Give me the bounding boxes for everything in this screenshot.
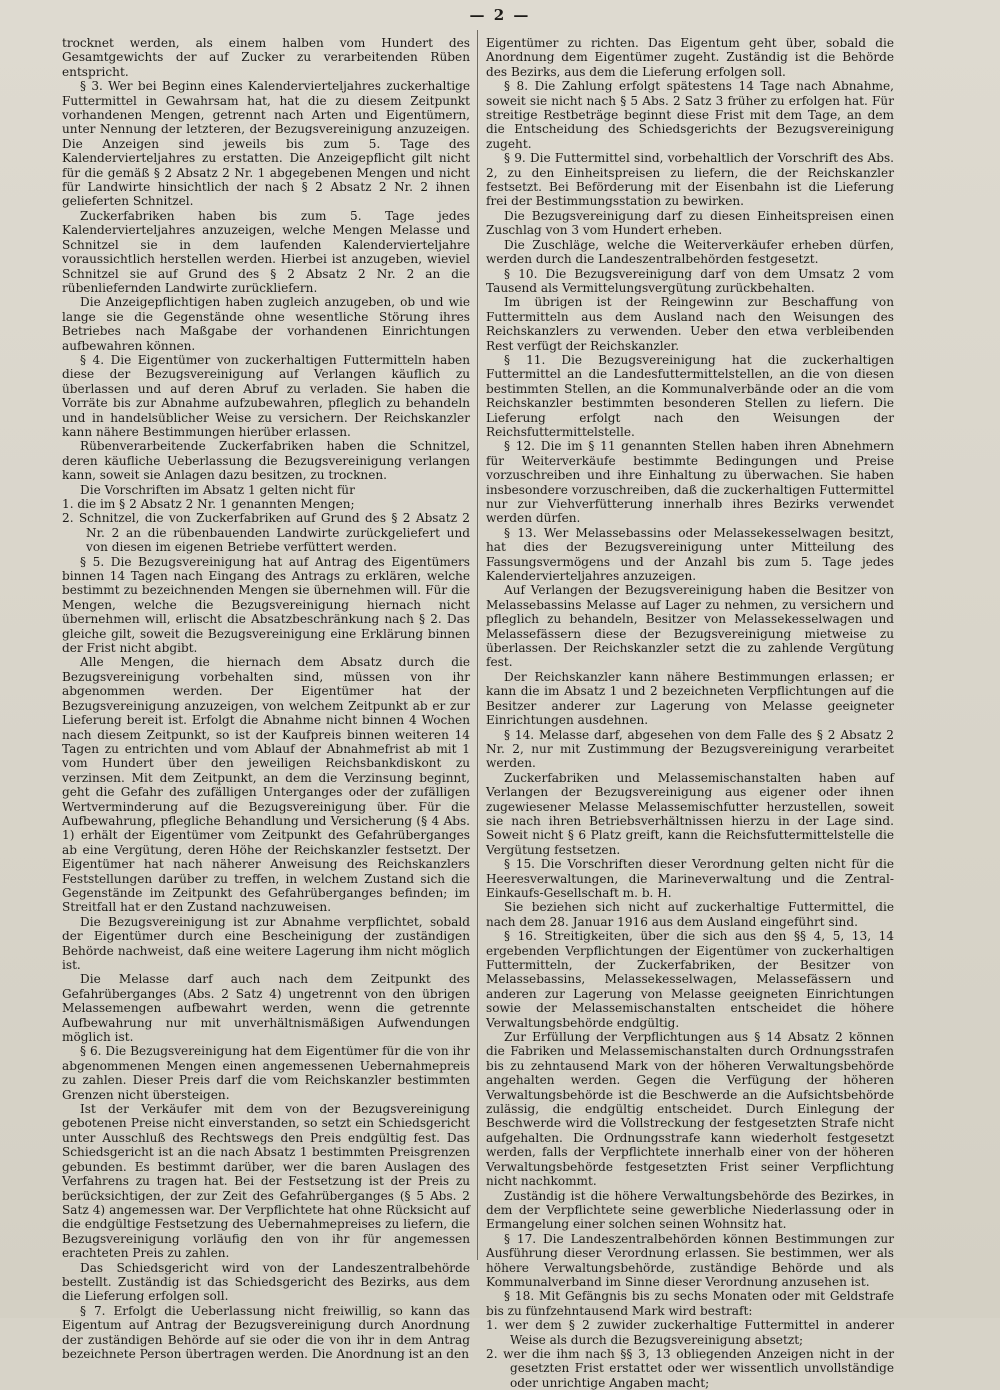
list-item: 2. Schnitzel, die von Zuckerfabriken auf Grund des § 2 Absatz 2 Nr. 2 an die rübenbauenden Landwirte zurückgeliefert und von diesen im eigenen Betriebe verfüttert werden.: [62, 511, 470, 555]
paragraph: Ist der Verkäufer mit dem von der Bezugsvereinigung gebotenen Preise nicht einverstanden, so setzt ein Schiedsgericht unter Ausschluß des Rechtswegs den Preis endgültig fest. Das Schiedsgericht ist an die nach Absatz 1 bestimmten Preisgrenzen gebunden. Es bestimmt darüber, wer die baren Auslagen des Verfahrens zu tragen hat. Bei der Festsetzung ist der Preis zu berücksichtigen, der zur Zeit des Gefahrüberganges (§ 5 Abs. 2 Satz 4) angemessen war. Der Verpflichtete hat ohne Rücksicht auf die endgültige Festsetzung des Uebernahmepreises zu liefern, die Bezugsvereinigung vorläufig den von ihr für angemessen erachteten Preis zu zahlen.: [62, 1102, 470, 1261]
paragraph: Zuckerfabriken und Melassemischanstalten haben auf Verlangen der Bezugsvereinigung aus eigener oder ihnen zugewiesener Melasse Melassemischfutter herzustellen, soweit sie nach ihren Betriebsverhältnissen hierzu in der Lage sind. Soweit nicht § 6 Platz greift, kann die Reichsfuttermittelstelle die Vergütung festsetzen.: [486, 770, 894, 857]
paragraph: Die Bezugsvereinigung darf zu diesen Einheitspreisen einen Zuschlag von 3 vom Hundert erheben.: [486, 208, 894, 238]
paragraph: Auf Verlangen der Bezugsvereinigung haben die Besitzer von Melassebassins Melasse auf Lager zu nehmen, zu versichern und pfleglich zu behandeln, Besitzer von Melassekesselwagen und Melassefässern diese der Bezugsvereinigung mietweise zu überlassen. Der Reichskanzler setzt die zu zahlende Vergütung fest.: [486, 583, 894, 670]
column-divider: [477, 30, 478, 1260]
paragraph: § 17. Die Landeszentralbehörden können Bestimmungen zur Ausführung dieser Verordnung erlassen. Sie bestimmen, wer als höhere Verwaltungsbehörde, zuständige Behörde und als Kommunalverband im Sinne dieser Verordnung anzusehen ist.: [486, 1231, 894, 1289]
paragraph: Rübenverarbeitende Zuckerfabriken haben die Schnitzel, deren käufliche Ueberlassung die Bezugsvereinigung verlangen kann, soweit sie Anlagen dazu besitzen, zu trocknen.: [62, 439, 470, 483]
paragraph: § 7. Erfolgt die Ueberlassung nicht freiwillig, so kann das Eigentum auf Antrag der Bezugsvereinigung durch Anordnung der zuständigen Behörde auf sie oder die von ihr in dem Antrag bezeichnete Person übertragen werden. Die Anordnung ist an den: [62, 1303, 470, 1361]
paragraph: § 12. Die im § 11 genannten Stellen haben ihren Abnehmern für Weiterverkäufe bestimmte Bedingungen und Preise vorzuschreiben und ihre Einhaltung zu überwachen. Sie haben insbesondere vorzuschreiben, daß die zuckerhaltigen Futtermittel nur zur Viehverfütterung innerhalb ihres Bezirks verwendet werden dürfen.: [486, 439, 894, 526]
paragraph: § 15. Die Vorschriften dieser Verordnung gelten nicht für die Heeresverwaltungen, die Marineverwaltung und die Zentral-Einkaufs-Gesellschaft m. b. H.: [486, 857, 894, 900]
list: [62, 497, 470, 555]
paragraph: § 4. Die Eigentümer von zuckerhaltigen Futtermitteln haben diese der Bezugsvereinigung auf Verlangen käuflich zu überlassen und auf deren Abruf zu verladen. Sie haben die Vorräte bis zur Abnahme aufzubewahren, pfleglich zu behandeln und in handelsüblicher Weise zu versichern. Der Reichskanzler kann nähere Bestimmungen hierüber erlassen.: [62, 352, 470, 439]
paragraph: § 18. Mit Gefängnis bis zu sechs Monaten oder mit Geldstrafe bis zu fünfzehntausend Mark wird bestraft:: [486, 1289, 894, 1318]
paragraph: § 9. Die Futtermittel sind, vorbehaltlich der Vorschrift des Abs. 2, zu den Einheitspreisen zu liefern, die der Reichskanzler festsetzt. Bei Beförderung mit der Eisenbahn ist die Lieferung frei der Bestimmungsstation zu bewirken.: [486, 151, 894, 209]
paragraph: Alle Mengen, die hiernach dem Absatz durch die Bezugsvereinigung vorbehalten sind, müssen von ihr abgenommen werden. Der Eigentümer hat der Bezugsvereinigung anzuzeigen, von welchem Zeitpunkt ab er zur Lieferung bereit ist. Erfolgt die Abnahme nicht binnen 4 Wochen nach diesem Zeitpunkt, so ist der Kaufpreis binnen weiteren 14 Tagen zu entrichten und vom Ablauf der Abnahmefrist ab mit 1 vom Hundert über den jeweiligen Reichsbankdiskont zu verzinsen. Mit dem Zeitpunkt, an dem die Verzinsung beginnt, geht die Gefahr des zufälligen Unterganges oder der zufälligen Wertverminderung auf die Bezugsvereinigung über. Für die Aufbewahrung, pflegliche Behandlung und Versicherung (§ 4 Abs. 1) erhält der Eigentümer vom Zeitpunkt des Gefahrüberganges ab eine Vergütung, deren Höhe der Reichskanzler festsetzt. Der Eigentümer hat nach näherer Anweisung des Reichskanzlers Feststellungen darüber zu treffen, in welchem Zustand sich die Gegenstände im Zeitpunkt des Gefahrüberganges befinden; im Streitfall hat er den Zustand nachzuweisen.: [62, 655, 470, 915]
paragraph: Sie beziehen sich nicht auf zuckerhaltige Futtermittel, die nach dem 28. Januar 1916 aus dem Ausland eingeführt sind.: [486, 900, 894, 929]
paragraph: Zuständig ist die höhere Verwaltungsbehörde des Bezirkes, in dem der Verpflichtete seine gewerbliche Niederlassung oder in Ermangelung einer solchen seinen Wohnsitz hat.: [486, 1188, 894, 1232]
paragraph: Das Schiedsgericht wird von der Landeszentralbehörde bestellt. Zuständig ist das Schiedsgericht des Bezirks, aus dem die Lieferung erfolgen soll.: [62, 1260, 470, 1304]
paragraph: § 11. Die Bezugsvereinigung hat die zuckerhaltigen Futtermittel an die Landesfuttermittelstellen, an die von diesen bestimmten Stellen, an die Kommunalverbände oder an die vom Reichskanzler bestimmten besonderen Stellen zu liefern. Die Lieferung erfolgt nach den Weisungen der Reichsfuttermittelstelle.: [486, 352, 894, 439]
paragraph: Zuckerfabriken haben bis zum 5. Tage jedes Kalendervierteljahres anzuzeigen, welche Mengen Melasse und Schnitzel sie in dem laufenden Kalendervierteljahre voraussichtlich herstellen werden. Hierbei ist anzugeben, wieviel Schnitzel sie auf Grund des § 2 Absatz 2 Nr. 2 an die rübenliefernden Landwirte zurückliefern.: [62, 208, 470, 295]
list-item: 2. wer die ihm nach §§ 3, 13 obliegenden Anzeigen nicht in der gesetzten Frist erstattet oder wer wissentlich unvollständige oder unrichtige Angaben macht;: [486, 1346, 894, 1390]
paragraph: Die Melasse darf auch nach dem Zeitpunkt des Gefahrüberganges (Abs. 2 Satz 4) ungetrennt von den übrigen Melassemengen aufbewahrt werden, wenn die getrennte Aufbewahrung nur mit unverhältnismäßigen Aufwendungen möglich ist.: [62, 972, 470, 1045]
paragraph: § 8. Die Zahlung erfolgt spätestens 14 Tage nach Abnahme, soweit sie nicht nach § 5 Abs. 2 Satz 3 früher zu erfolgen hat. Für streitige Restbeträge beginnt diese Frist mit dem Tage, an dem die Entscheidung des Schiedsgerichts der Bezugsvereinigung zugeht.: [486, 79, 894, 151]
paragraph: Im übrigen ist der Reingewinn zur Beschaffung von Futtermitteln aus dem Ausland nach den Weisungen des Reichskanzlers zu verwenden. Ueber den etwa verbleibenden Rest verfügt der Reichskanzler.: [486, 295, 894, 353]
paragraph: § 3. Wer bei Beginn eines Kalendervierteljahres zuckerhaltige Futtermittel in Gewahrsam hat, hat die zu diesem Zeitpunkt vorhandenen Mengen, getrennt nach Arten und Eigentümern, unter Nennung der letzteren, der Bezugsvereinigung anzuzeigen. Die Anzeigen sind jeweils bis zum 5. Tage des Kalendervierteljahres zu erstatten. Die Anzeigepflicht gilt nicht für die gemäß § 2 Absatz 2 Nr. 1 abgegebenen Mengen und nicht für Landwirte hinsichtlich der nach § 2 Absatz 2 Nr. 2 ihnen gelieferten Schnitzel.: [62, 79, 470, 209]
paragraph: Eigentümer zu richten. Das Eigentum geht über, sobald die Anordnung dem Eigentümer zugeht. Zuständig ist die Behörde des Bezirks, aus dem die Lieferung erfolgen soll.: [486, 36, 894, 79]
left-column: [62, 36, 470, 1361]
paragraph: Zur Erfüllung der Verpflichtungen aus § 14 Absatz 2 können die Fabriken und Melassemischanstalten durch Ordnungsstrafen bis zu zehntausend Mark von der höheren Verwaltungsbehörde angehalten werden. Gegen die Verfügung der höheren Verwaltungsbehörde ist die Beschwerde an die Aufsichtsbehörde zulässig, die endgültig entscheidet. Durch Einlegung der Beschwerde wird die Vollstreckung der festgesetzten Strafe nicht aufgehalten. Die Ordnungsstrafe kann wiederholt festgesetzt werden, falls der Verpflichtete innerhalb einer von der höheren Verwaltungsbehörde festgesetzten Frist seiner Verpflichtung nicht nachkommt.: [486, 1030, 894, 1189]
list-item: 1. wer dem § 2 zuwider zuckerhaltige Futtermittel in anderer Weise als durch die Bezugsvereinigung absetzt;: [486, 1318, 894, 1347]
paragraph: § 13. Wer Melassebassins oder Melassekesselwagen besitzt, hat dies der Bezugsvereinigung unter Mitteilung des Fassungsvermögens und der Anzahl bis zum 5. Tage jedes Kalendervierteljahres anzuzeigen.: [486, 525, 894, 584]
paragraph: § 14. Melasse darf, abgesehen von dem Falle des § 2 Absatz 2 Nr. 2, nur mit Zustimmung der Bezugsvereinigung verarbeitet werden.: [486, 727, 894, 771]
paragraph: Die Anzeigepflichtigen haben zugleich anzugeben, ob und wie lange sie die Gegenstände ohne wesentliche Störung ihres Betriebes nach Maßgabe der vorhandenen Einrichtungen aufbewahren können.: [62, 295, 470, 353]
paragraph: § 16. Streitigkeiten, über die sich aus den §§ 4, 5, 13, 14 ergebenden Verpflichtungen der Eigentümer von zuckerhaltigen Futtermitteln, der Zuckerfabriken, der Besitzer von Melassebassins, Melassekesselwagen, Melassefässern und anderen zur Lagerung von Melasse geeigneten Einrichtungen sowie der Melassemischanstalten entscheidet die höhere Verwaltungsbehörde endgültig.: [486, 929, 894, 1030]
list-item: 1. die im § 2 Absatz 2 Nr. 1 genannten Mengen;: [62, 497, 355, 511]
list: [486, 1318, 894, 1390]
paragraph: § 6. Die Bezugsvereinigung hat dem Eigentümer für die von ihr abgenommenen Mengen einen angemessenen Uebernahmepreis zu zahlen. Dieser Preis darf die vom Reichskanzler bestimmten Grenzen nicht übersteigen.: [62, 1044, 470, 1102]
page-number: — 2 —: [469, 6, 531, 24]
paragraph: Die Vorschriften im Absatz 1 gelten nicht für: [80, 482, 355, 497]
paragraph: trocknet werden, als einem halben vom Hundert des Gesamtgewichts der auf Zucker zu verarbeitenden Rüben entspricht.: [62, 36, 470, 79]
paragraph: Der Reichskanzler kann nähere Bestimmungen erlassen; er kann die im Absatz 1 und 2 bezeichneten Verpflichtungen auf die Besitzer anderer zur Lagerung von Melasse geeigneter Einrichtungen ausdehnen.: [486, 669, 894, 728]
paragraph: Die Zuschläge, welche die Weiterverkäufer erheben dürfen, werden durch die Landeszentralbehörden festgesetzt.: [486, 237, 894, 267]
paragraph: § 5. Die Bezugsvereinigung hat auf Antrag des Eigentümers binnen 14 Tagen nach Eingang des Antrags zu erklären, welche bestimmt zu bezeichnenden Mengen sie übernehmen will. Für die Mengen, welche die Bezugsvereinigung hiernach nicht übernehmen will, erlischt die Absatzbeschränkung nach § 2. Das gleiche gilt, soweit die Bezugsvereinigung eine Erklärung binnen der Frist nicht abgibt.: [62, 554, 470, 656]
paragraph: § 10. Die Bezugsvereinigung darf von dem Umsatz 2 vom Tausend als Vermittelungsvergütung zurückbehalten.: [486, 266, 894, 295]
paragraph: Die Bezugsvereinigung ist zur Abnahme verpflichtet, sobald der Eigentümer durch eine Bescheinigung der zuständigen Behörde nachweist, daß eine weitere Lagerung ihm nicht möglich ist.: [62, 914, 470, 972]
right-column: [486, 36, 894, 1390]
